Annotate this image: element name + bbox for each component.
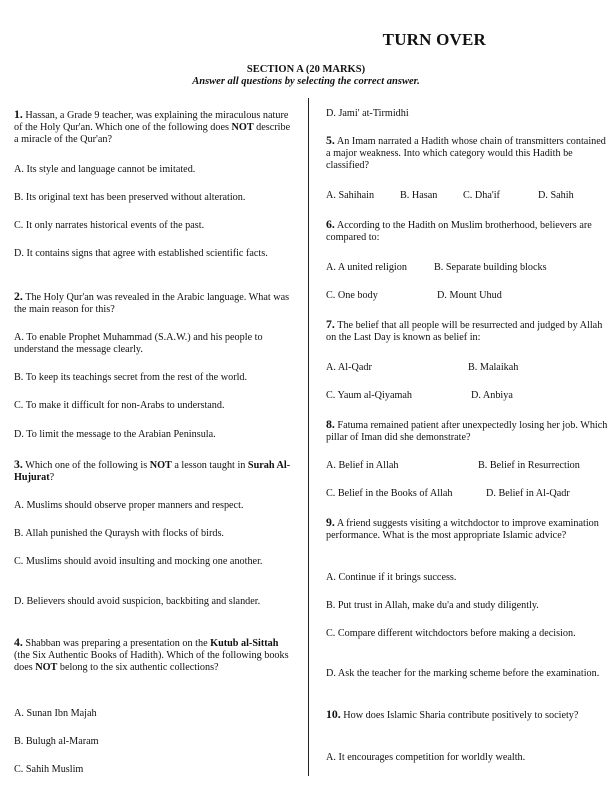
q5-option-a[interactable]: A. Sahihain [326,190,375,201]
q9-option-a[interactable]: A. Continue if it brings success. [326,572,457,583]
q7-option-c[interactable]: C. Yaum al-Qiyamah [326,390,413,401]
q1-option-c[interactable]: C. It only narrates historical events of the past. [14,220,205,231]
q9-option-d[interactable]: D. Ask the teacher for the marking scheme before the examination. [326,668,600,679]
question-9: 9. A friend suggests visiting a witchdoctor to improve examination performance. What is the most appropriate Islamic advice? [326,515,599,541]
q2-option-a[interactable]: A. To enable Prophet Muhammad (S.A.W.) and his people to understand the message clearly. [14,332,263,355]
q2-option-b[interactable]: B. To keep its teachings secret from the rest of the world. [14,372,248,383]
q6-option-a[interactable]: A. A united religion [326,262,407,273]
q1-option-a[interactable]: A. Its style and language cannot be imitated. [14,164,196,175]
q1-option-d[interactable]: D. It contains signs that agree with established scientific facts. [14,248,268,259]
q5-option-b[interactable]: B. Hasan [400,190,438,201]
question-3: 3. Which one of the following is NOT a lesson taught in Surah Al-Hujurat? [14,457,291,483]
q7-option-a[interactable]: A. Al-Qadr [326,362,372,373]
question-1: 1. Hassan, a Grade 9 teacher, was explaining the miraculous nature of the Holy Qur'an. Which one of the following does NOT describe a miracle of the Qur'an? [14,107,291,145]
q9-option-b[interactable]: B. Put trust in Allah, make du'a and study diligently. [326,600,539,611]
page-header-turn-over: TURN OVER [382,30,486,49]
q3-option-a[interactable]: A. Muslims should observe proper manners and respect. [14,500,244,511]
section-instruction: Answer all questions by selecting the correct answer. [192,76,420,87]
question-7: 7. The belief that all people will be resurrected and judged by Allah on the Last Day is known as belief in: [326,317,603,343]
section-heading [0,64,612,88]
q10-option-a[interactable]: A. It encourages competition for worldly wealth. [326,752,526,763]
q5-option-c[interactable]: C. Dha'if [463,190,500,201]
q6-option-d[interactable]: D. Mount Uhud [437,290,502,301]
q8-option-d[interactable]: D. Belief in Al-Qadr [486,488,570,499]
q4-option-c[interactable]: C. Sahih Muslim [14,764,84,775]
q8-option-a[interactable]: A. Belief in Allah [326,460,399,471]
q4-option-b[interactable]: B. Bulugh al-Maram [14,736,99,747]
q2-option-c[interactable]: C. To make it difficult for non-Arabs to understand. [14,400,225,411]
q4-option-a[interactable]: A. Sunan Ibn Majah [14,708,97,719]
question-6: 6. According to the Hadith on Muslim brotherhood, believers are compared to: [326,217,592,243]
question-2: 2. The Holy Qur'an was revealed in the Arabic language. What was the main reason for this? [14,289,290,315]
question-4: 4. Shabban was preparing a presentation on the Kutub al-Sittah (the Six Authentic Books of Hadith). Which of the following books does NOT belong to the six authentic collections? [14,635,289,673]
q1-option-b[interactable]: B. Its original text has been preserved without alteration. [14,192,246,203]
q7-option-d[interactable]: D. Anbiya [471,390,513,401]
question-5: 5. An Imam narrated a Hadith whose chain of transmitters contained a major weakness. Into which category would this Hadith be classified? [326,133,606,171]
q3-option-c[interactable]: C. Muslims should avoid insulting and mocking one another. [14,556,263,567]
section-title: SECTION A (20 MARKS) [246,64,366,75]
q3-option-d[interactable]: D. Believers should avoid suspicion, backbiting and slander. [14,596,261,607]
question-8: 8. Fatuma remained patient after unexpectedly losing her job. Which pillar of Iman did she demonstrate? [326,417,608,443]
q8-option-b[interactable]: B. Belief in Resurrection [478,460,580,471]
column-divider [308,98,309,776]
q5-option-d[interactable]: D. Sahih [538,190,574,201]
q7-option-b[interactable]: B. Malaikah [468,362,519,373]
q3-option-b[interactable]: B. Allah punished the Quraysh with flocks of birds. [14,528,224,539]
q6-option-c[interactable]: C. One body [326,290,378,301]
q2-option-d[interactable]: D. To limit the message to the Arabian Peninsula. [14,429,216,440]
q6-option-b[interactable]: B. Separate building blocks [434,262,547,273]
q9-option-c[interactable]: C. Compare different witchdoctors before making a decision. [326,628,576,639]
question-10: 10. How does Islamic Sharia contribute positively to society? [326,707,579,721]
q8-option-c[interactable]: C. Belief in the Books of Allah [326,488,453,499]
q4-option-d[interactable]: D. Jami' at-Tirmidhi [326,108,409,119]
